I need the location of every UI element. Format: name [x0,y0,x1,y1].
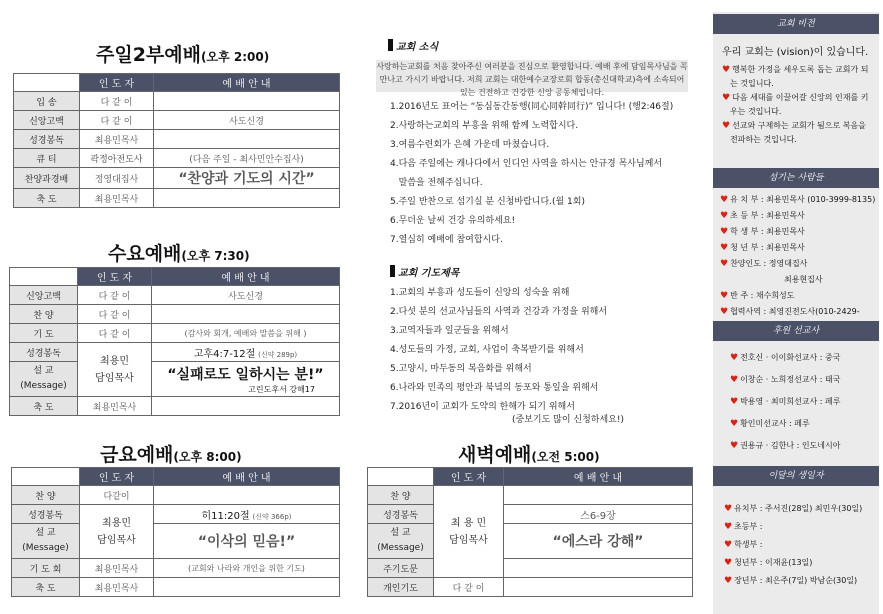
heart-icon: ♥ [722,121,731,131]
heart-icon: ♥ [730,353,739,363]
list-item: 말씀을 전해주십니다. [390,178,483,188]
heart-icon: ♥ [730,397,739,407]
sunday-table: 인 도 자 예 배 안 내 입 송 다 같 이 신앙고백 다 같 이 사도신경 성경봉독 최용민목사 큐 티 곽정아전도사 (다음 주일 - 최사민안수집사) 찬양과경배 정영대집사 “찬양과 기도의 시간” 축 도 최용민목사 [13,73,340,208]
list-item: 3.교역자들과 일군들을 위해서 [390,326,509,336]
prayer-footer: (중보기도 많이 신청하세요!) [512,415,624,425]
heart-icon: ♥ [720,259,729,269]
list-item: 2.다섯 분의 선교사님들의 사역과 건강과 가정을 위해서 [390,307,608,317]
wednesday-title: 수요예배(오후 7:30) [108,243,250,265]
dawn-title: 새벽예배(오전 5:00) [458,444,600,466]
news-list [390,98,673,250]
list-item: 6.나라와 민족의 평안과 북녘의 동포와 통일을 위해서 [390,383,599,393]
wednesday-table: 인 도 자 예 배 안 내 신앙고백 다 같 이 사도신경 찬 양 다 같 이 기 도 다 같 이 (감사와 회개, 예배와 말씀을 위해 ) 성경봉독 최용민 담임목사 고후4:7-12절 (신약 289p) 설 교 (Message) “실패로도 일하시는 분!” 고린도후서 강해17 축 도 최용민목사 [9,267,340,416]
sunday-title: 주일2부예배(오후 2:00) [96,44,270,66]
list-item: 3.여름수련회가 은혜 가운데 마쳤습니다. [390,140,550,150]
list-item: 7.열심히 예배에 참여합시다. [390,235,503,245]
heart-icon: ♥ [720,211,729,221]
news-title: 교회 소식 [388,38,438,53]
list-item: 4.성도들의 가정, 교회, 사업이 축복받기를 위해서 [390,345,584,355]
friday-table: 인 도 자 예 배 안 내 찬 양 다같이 성경봉독 최용민 담임목사 히11:20절 (신약 366p) 설 교 (Message) “이삭의 믿음!” 기 도 회 최용민목사 (교회와 나라와 개인을 위한 기도) 축 도 최용민목사 [11,467,340,597]
heart-icon: ♥ [724,558,733,568]
vision-header: 교회 비전 [713,14,879,34]
list-item: 6.무더운 날씨 건강 유의하세요! [390,216,516,226]
heart-icon: ♥ [724,504,733,514]
heart-icon: ♥ [724,576,733,586]
staff-header: 섬기는 사람들 [713,168,879,188]
heart-icon: ♥ [730,375,739,385]
prayer-list [390,284,607,417]
heart-icon: ♥ [720,307,729,317]
heart-icon: ♥ [724,522,733,532]
list-item: 5.고양시, 마두동의 복음화를 위해서 [390,364,532,374]
list-item: 1.교회의 부흥과 성도들이 신앙의 성숙을 위해 [390,288,570,298]
mission-list: ♥ 전호신 · 이이화선교사 : 중국 ♥ 이창순 · 노희정선교사 : 태국 ♥ 박용영 · 최미희선교사 : 페루 ♥ 황인미선교사 : 페루 ♥ 권용규 · 김한나 : 인도네시아 [730,353,841,451]
dawn-table: 인 도 자 예 배 안 내 찬 양 최 용 민 담임목사 성경봉독 스6-9장 설 교 (Message) “에스라 강해” 주기도문 개인기도 다 같 이 [367,467,693,597]
list-item: 2.사랑하는교회의 부흥을 위해 함께 노력합시다. [390,121,579,131]
list-item: 1.2016년도 표어는 “동심동간동행(同心同幹同行)” 입니다! (행2:46절) [390,102,674,112]
list-item: 5.주일 반찬으로 섬기실 분 신청바랍니다.(월 1회) [390,197,585,207]
list-item: 7.2016년이 교회가 도약의 한해가 되기 위해서 [390,402,575,412]
heart-icon: ♥ [722,65,731,75]
heart-icon: ♥ [720,243,729,253]
heart-icon: ♥ [722,93,731,103]
heart-icon: ♥ [720,227,729,237]
staff-list: ♥ 유 치 부 : 최용민목사 (010-3999-8135) ♥ 초 등 부 : 최용민목사 ♥ 학 생 부 : 최용민목사 ♥ 청 년 부 : 최용민목사 ♥ 찬양인도 : 정영대집사 최용현집사 ♥ 반 주 : 채수희성도 ♥ 협력사역 : 최영진전도사(010-2429- [720,195,876,317]
heart-icon: ♥ [724,540,733,550]
birthday-header: 이달의 생일자 [713,466,879,486]
news-intro: 사랑하는교회를 처음 찾아주신 여러분을 진심으로 환영합니다. 예배 후에 담임목사님을 꼭 만나고 가시기 바랍니다. 저희 교회는 대한예수교장로회 합동(총신대학교)측에 소속되어 있는 건전하고 건강한 신앙 공동체입니다. [376,62,688,97]
prayer-title: 교회 기도제목 [390,264,459,279]
mission-header: 후원 선교사 [713,321,879,341]
birthday-list: ♥ 유치부 : 주서진(28일) 최민우(30일) ♥ 초등부 : ♥ 학생부 : ♥ 청년부 : 이재윤(13일) ♥ 장년부 : 최은주(7일) 박남순(30일) [724,504,863,586]
heart-icon: ♥ [720,195,729,205]
list-item: 4.다음 주일에는 캐나다에서 인디언 사역을 하시는 안규경 목사님께서 [390,159,663,169]
heart-icon: ♥ [730,441,739,451]
heart-icon: ♥ [720,291,729,301]
heart-icon: ♥ [730,419,739,429]
friday-title: 금요예배(오후 8:00) [100,444,242,466]
vision-block: 우리 교회는 (vision)이 있습니다. ♥ 행복한 가정을 세우도록 돕는 교회가 되는 것입니다. ♥ 다음 세대를 이끌어갈 신앙의 인재를 키우는 것입니다. ♥ 선교와 구제하는 교회가 됨으로 복음을 전파하는 것입니다. [722,47,869,144]
